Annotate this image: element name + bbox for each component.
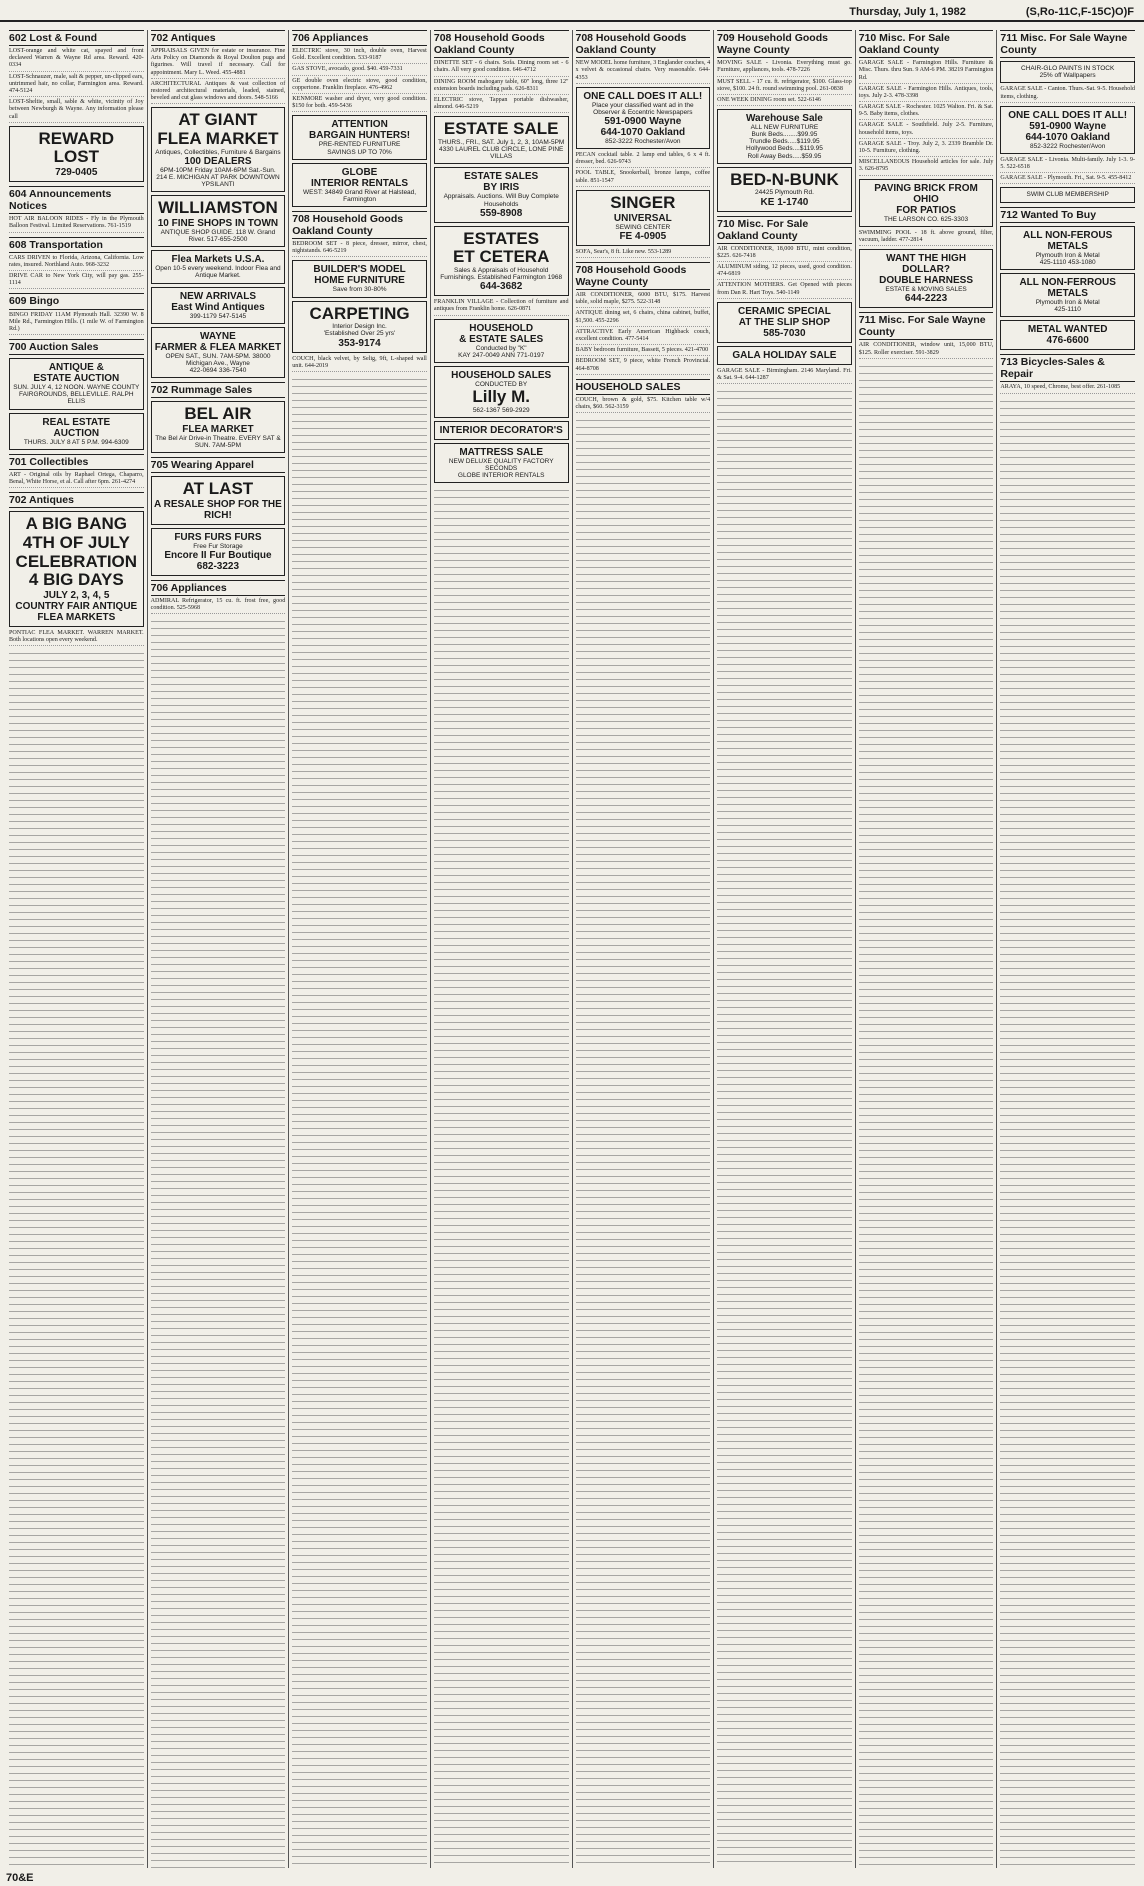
section-heading: 708 Household Goods Wayne County xyxy=(576,262,711,290)
ad-headline: GALA HOLIDAY SALE xyxy=(732,349,837,361)
ad-headline: REAL ESTATE xyxy=(42,416,111,428)
ad-headline: METALS xyxy=(1047,287,1088,299)
ad-headline: PAVING BRICK FROM OHIO xyxy=(874,182,978,205)
classified-ad: GARAGE SALE - Livonia. Multi-family. July 1-3. 9-5. 522-6518 xyxy=(1000,157,1135,173)
display-ad-interior-decorator xyxy=(434,421,569,440)
display-ad-flea-markets-usa xyxy=(151,250,286,283)
ad-phone: 852-3222 Rochester/Avon xyxy=(1029,142,1106,150)
ad-subhead: SEWING CENTER xyxy=(615,223,671,231)
classified-ad: GAS STOVE, avocado, good. $40. 459-7331 xyxy=(292,66,427,75)
display-ad-wayne-market xyxy=(151,327,286,378)
ad-subhead: Conducted by "K" xyxy=(475,344,527,352)
ad-body: Place your classified want ad in the Observer & Eccentric Newspapers xyxy=(592,101,694,116)
display-ad-high-dollar xyxy=(859,249,994,308)
classified-ad: PONTIAC FLEA MARKET. WARREN MARKET. Both locations open every weekend. xyxy=(9,630,144,646)
ad-body: Appraisals. Auctions. Will Buy Complete Households xyxy=(443,193,559,208)
classified-ad: POOL TABLE, Snookerball, bronze lamps, coffee table. 851-1547 xyxy=(576,170,711,186)
ad-headline: WAYNE xyxy=(200,330,236,342)
section-transportation xyxy=(9,237,144,290)
classified-ad: FRANKLIN VILLAGE - Collection of furniture and antiques from Franklin home. 626-0871 xyxy=(434,299,569,315)
ad-body: The Bel Air Drive-in Theatre. EVERY SAT & SUN. 7AM-5PM xyxy=(155,434,281,450)
section-household-oakland xyxy=(576,30,711,258)
ad-body: 'Established Over 25 yrs' xyxy=(323,330,396,338)
ad-headline: A BIG BANG xyxy=(25,514,127,534)
column-7 xyxy=(856,30,998,1868)
classified-ad: DRIVE CAR to New York City, will pay gas. 255-1114 xyxy=(9,273,144,289)
display-ad-paving-brick xyxy=(859,179,994,227)
ad-address: 4330 LAUREL CLUB CIRCLE, LONE PINE VILLAS xyxy=(438,146,564,161)
section-household-sales xyxy=(576,379,711,413)
ad-headline: 4 BIG DAYS xyxy=(28,570,124,590)
ad-subhead: 100 DEALERS xyxy=(184,155,252,167)
ad-headline: ESTATE SALE xyxy=(443,119,559,139)
section-heading: 705 Wearing Apparel xyxy=(151,457,286,473)
ad-headline: WANT THE HIGH DOLLAR? xyxy=(886,253,967,276)
display-ad-estate-sale xyxy=(434,116,569,164)
section-misc-wayne xyxy=(1000,30,1135,203)
ad-headline: HOME FURNITURE xyxy=(314,275,405,287)
ad-headline: HOUSEHOLD SALES xyxy=(451,369,552,381)
section-announcements xyxy=(9,186,144,233)
ad-headline: ATTENTION xyxy=(331,119,388,131)
display-ad-non-ferrous-2 xyxy=(1000,273,1135,317)
ad-headline: INTERIOR RENTALS xyxy=(311,177,409,189)
fine-print-filler xyxy=(9,650,144,1868)
ad-address: 24425 Plymouth Rd. xyxy=(754,189,814,197)
ad-headline: ESTATES xyxy=(463,228,540,248)
classified-ad: NEW MODEL home furniture, 3 Englander couches, 4 x velvet & occasional chairs. Very reasonable. 644-4353 xyxy=(576,60,711,84)
section-heading: HOUSEHOLD SALES xyxy=(576,379,711,395)
ad-body: OPEN SAT., SUN. 7AM-5PM. 38000 Michigan Ave., Wayne xyxy=(165,352,271,367)
classified-ad: ELECTRIC stove, 30 inch, double oven, Harvest Gold. Excellent condition. 533-9187 xyxy=(292,48,427,64)
section-heading: 702 Antiques xyxy=(151,30,286,46)
ad-headline: MATTRESS SALE xyxy=(459,446,544,458)
page-header xyxy=(0,0,1144,22)
ad-phone: 644-3682 xyxy=(480,281,523,293)
ad-headline: AT GIANT xyxy=(178,110,258,130)
header-section-code: (S,Ro-11C,F-15C)O)F xyxy=(1025,6,1134,18)
section-misc-oakland xyxy=(717,216,852,385)
display-ad-singer xyxy=(576,190,711,246)
classified-ad: ALUMINUM siding, 12 pieces, used, good condition. 474-6819 xyxy=(717,264,852,280)
section-heading: 713 Bicycles-Sales & Repair xyxy=(1000,354,1135,382)
ad-phone: 591-0900 Wayne xyxy=(604,115,682,127)
section-heading: 608 Transportation xyxy=(9,237,144,253)
display-ad-giant-flea-market xyxy=(151,107,286,192)
fine-print-filler xyxy=(1000,398,1135,1868)
ad-dates: JULY 2, 3, 4, 5 xyxy=(43,589,110,601)
section-heading: 711 Misc. For Sale Wayne County xyxy=(1000,30,1135,58)
ad-phone: 425-1110 xyxy=(1054,306,1081,314)
section-heading: 711 Misc. For Sale Wayne County xyxy=(859,312,994,340)
ad-phone: 422-0694 336-7540 xyxy=(189,366,247,374)
ad-phone: 852-3222 Rochester/Avon xyxy=(605,137,681,145)
ad-headline: BY IRIS xyxy=(483,182,520,194)
display-ad-gala-holiday xyxy=(717,346,852,365)
fine-print-filler xyxy=(717,388,852,1868)
classified-ad: GARAGE SALE - Birmingham. 2146 Maryland. Fri. & Sat. 9-4. 644-1287 xyxy=(717,368,852,384)
ad-headline: ALL NON-FERROUS xyxy=(1019,276,1116,288)
ad-phone: 585-7030 xyxy=(763,327,806,339)
classified-ad: DINING ROOM mahogany table, 60" long, three 12" extension boards including pads. 626-8311 xyxy=(434,79,569,95)
classified-ad: AIR CONDITIONER, window unit, 15,000 BTU, $125. Roller exerciser. 591-3829 xyxy=(859,342,994,358)
column-8 xyxy=(997,30,1138,1868)
classified-ad: BEDROOM SET, 9 piece, white French Provincial. 464-8708 xyxy=(576,358,711,374)
ad-headline: Flea Markets U.S.A. xyxy=(171,254,265,266)
ad-headline: ANTIQUE & xyxy=(48,362,104,374)
ad-address: WEST: 34849 Grand River at Halstead, Farmington xyxy=(303,188,417,203)
ad-dates: THURS., FRI., SAT. July 1, 2, 3, 10AM-5PM xyxy=(438,138,565,146)
ad-headline: BARGAIN HUNTERS! xyxy=(309,130,411,142)
section-heading: 708 Household Goods Oakland County xyxy=(434,30,569,58)
section-bicycles xyxy=(1000,354,1135,393)
display-ad-real-estate-auction xyxy=(9,413,144,450)
ad-subhead: DOUBLE HARNESS xyxy=(879,275,974,287)
display-ad-estates-etcetera xyxy=(434,226,569,297)
ad-headline: ONE CALL DOES IT ALL! xyxy=(583,90,703,102)
display-ad-household-k xyxy=(434,319,569,363)
ad-headline: ALL NON-FEROUS xyxy=(1023,229,1113,241)
classified-ad: ATTRACTIVE Early American Highback couch, excellent condition. 477-5414 xyxy=(576,329,711,345)
ad-phone: 644-1070 Oakland xyxy=(600,126,686,138)
section-household-wayne xyxy=(717,30,852,212)
classified-ad: DINETTE SET - 6 chairs. Sofa. Dining room set - 6 chairs. All very good condition. 646-4712 xyxy=(434,60,569,76)
classified-ad: APPRAISALS GIVEN for estate or insurance. Fine Arts Policy on Diamonds & Royal Doulton pugs and figurines. Will travel if necessary. Call for appointment. Mary L. Weed. 455-4881 xyxy=(151,48,286,79)
section-heading: 710 Misc. For Sale Oakland County xyxy=(717,216,852,244)
classified-ad: MUST SELL - 17 cu. ft. refrigerator, $100. Glass-top stove, $100. 24 ft. round swimming pool. 261-0838 xyxy=(717,79,852,95)
classified-ad: COUCH, black velvet, by Selig, 9ft, L-shaped wall unit. 644-2019 xyxy=(292,356,427,372)
section-heading: 604 Announcements Notices xyxy=(9,186,144,214)
section-heading: 700 Auction Sales xyxy=(9,339,144,355)
ad-headline: ONE CALL DOES IT ALL! xyxy=(1008,109,1128,121)
ad-headline: BED-N-BUNK xyxy=(730,169,839,189)
fine-print-filler xyxy=(434,487,569,1868)
ad-headline: CHAIR-GLO PAINTS IN STOCK xyxy=(1021,65,1115,73)
ad-phone: 425-1110 453-1080 xyxy=(1039,258,1096,266)
ad-subhead: Encore II Fur Boutique xyxy=(164,550,272,562)
classified-ad: AIR CONDITIONER, 6000 BTU, $175. Harvest table, solid maple, $275. 522-3148 xyxy=(576,292,711,308)
ad-headline: FARMER & FLEA MARKET xyxy=(154,341,282,353)
ad-headline: 4TH OF JULY xyxy=(22,532,130,552)
section-appliances xyxy=(151,580,286,614)
header-date: Thursday, July 1, 1982 xyxy=(849,6,966,18)
ad-headline: AUCTION xyxy=(53,427,100,439)
ad-subhead: FLEA MARKET xyxy=(182,423,254,435)
section-heading: 708 Household Goods Oakland County xyxy=(576,30,711,58)
ad-phone: 562-1367 569-2929 xyxy=(472,406,530,414)
section-bingo xyxy=(9,293,144,335)
ad-headline: HOUSEHOLD xyxy=(469,322,534,334)
section-heading: 706 Appliances xyxy=(151,580,286,596)
ad-headline: CELEBRATION xyxy=(15,551,138,571)
ad-headline: SWIM CLUB MEMBERSHIP xyxy=(1026,191,1109,199)
classified-ad: GARAGE SALE - Canton. Thurs.-Sat. 9-5. Household items, clothing. xyxy=(1000,86,1135,102)
ad-phone: 729-0405 xyxy=(55,167,98,179)
section-heading: 709 Household Goods Wayne County xyxy=(717,30,852,58)
display-ad-reward xyxy=(9,126,144,182)
ad-headline: LOST xyxy=(53,147,99,167)
display-ad-estate-sales-iris xyxy=(434,167,569,222)
classified-ad: GE double oven electric stove, good condition, coppertone. Franklin fireplace. 476-4962 xyxy=(292,78,427,94)
section-wanted-to-buy xyxy=(1000,207,1135,351)
display-ad-bargain-hunters xyxy=(292,115,427,159)
ad-headline: CERAMIC SPECIAL xyxy=(738,305,831,317)
ad-hours: 6PM-10PM Friday 10AM-6PM Sat.-Sun. xyxy=(160,166,276,174)
ad-price-line: Roll Away Beds.....$59.95 xyxy=(747,152,822,160)
classified-ad: GARAGE SALE - Plymouth. Fri., Sat. 9-5. 455-8412 xyxy=(1000,175,1135,184)
column-2 xyxy=(148,30,290,1868)
ad-price-line: Trundle Beds.....$119.95 xyxy=(749,138,820,146)
section-household-wayne xyxy=(576,262,711,375)
ad-headline: METAL WANTED xyxy=(1027,324,1108,336)
display-ad-at-last xyxy=(151,476,286,525)
section-heading: 609 Bingo xyxy=(9,293,144,309)
ad-phone: 476-6600 xyxy=(1046,335,1089,347)
ad-headline: BEL AIR xyxy=(184,404,252,424)
classified-ad: BEDROOM SET - 8 piece, dresser, mirror, chest, nightstands. 646-5219 xyxy=(292,241,427,257)
ad-headline: ET CETERA xyxy=(453,247,550,267)
ad-headline: Lilly M. xyxy=(472,387,530,407)
classified-ad: MISCELLANEOUS Household articles for sale. July 3. 626-8795 xyxy=(859,159,994,175)
section-household-oakland xyxy=(434,30,569,483)
ad-phone: 682-3223 xyxy=(196,561,240,573)
ad-phone: FE 4-0905 xyxy=(619,230,667,242)
display-ad-one-call xyxy=(1000,106,1135,154)
ad-price-line: Bunk Beds........$99.95 xyxy=(751,131,818,139)
ad-phone: 644-2223 xyxy=(904,293,948,305)
section-rummage-sales xyxy=(151,382,286,453)
section-appliances xyxy=(292,30,427,207)
classified-ad: SOFA, Sear's, 8 ft. Like new. 553-1289 xyxy=(576,249,711,258)
classified-ad: ARCHITECTURAL Antiques & vast collection of restored architectural materials, leaded, stained, beveled and cut glass windows and doors. 548-5166 xyxy=(151,81,286,105)
classified-ad: AIR CONDITIONER, 18,000 BTU, mint condition, $225. 626-7418 xyxy=(717,246,852,262)
page-footer-code: 70&E xyxy=(6,1872,34,1884)
ad-phone: KAY 247-0049 ANN 771-0197 xyxy=(458,351,545,359)
classified-ad: ATTENTION MOTHERS. Get Opened with pieces from Dan R. Hart Toys. 540-1149 xyxy=(717,282,852,298)
classified-ad: ONE WEEK DINING room set. 522-6146 xyxy=(717,97,852,106)
ad-phone: THE LARSON CO. 625-3303 xyxy=(883,215,969,223)
display-ad-carpeting xyxy=(292,301,427,353)
ad-headline: SINGER xyxy=(610,192,676,212)
section-heading: 710 Misc. For Sale Oakland County xyxy=(859,30,994,58)
classified-ad: HOT AIR BALOON RIDES - Fly in the Plymouth Balloon Festival. Limited Reservations. 761-1519 xyxy=(9,216,144,232)
ad-headline: INTERIOR DECORATOR'S xyxy=(439,424,563,436)
ad-subhead: Interior Design Inc. xyxy=(332,323,387,331)
classified-ad: GARAGE SALE - Rochester. 1025 Walton. Fri. & Sat. 9-5. Baby items, clothes. xyxy=(859,104,994,120)
ad-body: 25% off Wallpapers xyxy=(1039,72,1096,80)
ad-body: Open 10-5 every weekend. Indoor Flea and Antique Market. xyxy=(155,265,281,280)
display-ad-bed-n-bunk xyxy=(717,167,852,212)
ad-phone: 559-8908 xyxy=(480,207,523,219)
classified-ad: BABY bedroom furniture, Bassett, 5 pieces. 421-4700 xyxy=(576,347,711,356)
classified-ad: CARS DRIVEN to Florida, Arizona, California. Low rates, insured. Northland Auto. 968-3232 xyxy=(9,255,144,271)
ad-phone: 644-1070 Oakland xyxy=(1025,131,1110,143)
section-misc-wayne xyxy=(859,312,994,359)
ad-body: THURS. JULY 8 AT 5 P.M. 994-6309 xyxy=(23,438,129,446)
ad-subhead: CONDUCTED BY xyxy=(475,380,528,388)
display-ad-one-call xyxy=(576,87,711,149)
display-ad-williamston xyxy=(151,195,286,247)
ad-subhead: PRE-RENTED FURNITURE xyxy=(318,141,401,149)
display-ad-warehouse-sale xyxy=(717,109,852,164)
ad-headline: BUILDER'S MODEL xyxy=(313,264,406,276)
fine-print-filler xyxy=(151,618,286,1868)
classified-ad: GARAGE SALE - Farmington Hills. Antiques, tools, toys. July 2-3. 478-3398 xyxy=(859,86,994,102)
classified-ad: BINGO FRIDAY 11AM Plymouth Hall. 32390 W. 8 Mile Rd., Farmington Hills. (1 mile W. of Farmington Rd.) xyxy=(9,312,144,336)
ad-headline: WILLIAMSTON xyxy=(158,198,278,218)
fine-print-filler xyxy=(576,417,711,1868)
ad-headline: NEW ARRIVALS xyxy=(179,290,256,302)
classified-ad: LOST-Schnauzer, male, salt & pepper, un-clipped ears, untrimmed hair, no collar, Farmington area. Reward. 474-5124 xyxy=(9,74,144,98)
section-antiques xyxy=(9,492,144,646)
ad-body: ESTATE & MOVING SALES xyxy=(885,286,967,294)
classified-columns xyxy=(0,30,1144,1868)
ad-headline: REWARD xyxy=(38,128,115,148)
ad-headline: ESTATE SALES xyxy=(464,171,539,183)
display-ad-ceramic-special xyxy=(717,302,852,343)
ad-headline: & ESTATE SALES xyxy=(459,333,544,345)
ad-headline: CARPETING xyxy=(309,303,410,323)
display-ad-non-ferrous-1 xyxy=(1000,226,1135,270)
classified-ad: LOST-orange and white cat, spayed and front declawed Warren & Wayne Rd area. Reward. 420-0334 xyxy=(9,48,144,72)
ad-phone: 353-9174 xyxy=(338,337,381,349)
display-ad-estate-auction xyxy=(9,358,144,409)
ad-subhead: A RESALE SHOP FOR THE RICH! xyxy=(154,498,282,521)
classified-ad: PECAN cocktail table. 2 lamp end tables, 6 x 4 ft. dresser, bed. 626-9743 xyxy=(576,152,711,168)
display-ad-metal-wanted xyxy=(1000,320,1135,350)
section-heading: 602 Lost & Found xyxy=(9,30,144,46)
classified-ad: GARAGE SALE - Farmington Hills. Furniture & Misc. Thurs. thru Sun. 9 AM-6 PM. 38219 Farmington Rd. xyxy=(859,60,994,84)
section-heading: 712 Wanted To Buy xyxy=(1000,207,1135,223)
ad-headline: Warehouse Sale xyxy=(745,113,823,125)
column-6 xyxy=(714,30,856,1868)
display-ad-bel-air xyxy=(151,401,286,453)
display-ad-big-bang xyxy=(9,511,144,627)
display-ad-new-arrivals xyxy=(151,287,286,324)
section-household-oakland xyxy=(292,211,427,372)
display-ad-furs xyxy=(151,528,286,576)
ad-body: GLOBE INTERIOR RENTALS xyxy=(457,472,545,480)
ad-headline: FURS FURS FURS xyxy=(174,531,262,543)
section-lost-found xyxy=(9,30,144,182)
fine-print-filler xyxy=(859,363,994,1868)
classified-ad: LOST-Sheltie, small, sable & white, vicinity of Joy between Newburgh & Wayne. Any information please call xyxy=(9,99,144,123)
ad-phone: KE 1-1740 xyxy=(760,196,809,208)
ad-body: SUN. JULY 4, 12 NOON. WAYNE COUNTY FAIRGROUNDS, BELLEVILLE. RALPH ELLIS xyxy=(13,384,140,406)
ad-subhead: Plymouth Iron & Metal xyxy=(1035,298,1100,306)
ad-headline: GLOBE xyxy=(341,166,378,178)
ad-body: Sales & Appraisals of Household Furnishings. Established Farmington 1968 xyxy=(440,267,563,282)
ad-phone: 399-1179 547-5145 xyxy=(189,312,247,320)
ad-headline: ESTATE AUCTION xyxy=(33,373,120,385)
ad-subhead: East Wind Antiques xyxy=(171,301,265,313)
column-4 xyxy=(431,30,573,1868)
ad-body: Free Fur Storage xyxy=(193,542,243,550)
column-5 xyxy=(573,30,715,1868)
section-heading: 701 Collectibles xyxy=(9,454,144,470)
classified-ad: SWIMMING POOL - 18 ft. above ground, filter, vacuum, ladder. 477-2814 xyxy=(859,230,994,246)
section-antiques xyxy=(151,30,286,378)
ad-subhead: COUNTRY FAIR ANTIQUE FLEA MARKETS xyxy=(15,600,138,623)
classified-ad: ART - Original oils by Raphael Ortega, Chaparro, Benal, White Horse, et al. Call after 6pm. 261-4274 xyxy=(9,472,144,488)
classified-ad: GARAGE SALE - Southfield. July 2-5. Furniture, household items, toys. xyxy=(859,122,994,138)
classified-ad: ARAYA, 10 speed, Chrome, best offer. 261-1085 xyxy=(1000,384,1135,393)
ad-subhead: 10 FINE SHOPS IN TOWN xyxy=(157,218,279,229)
section-misc-oakland xyxy=(859,30,994,308)
section-heading: 702 Rummage Sales xyxy=(151,382,286,398)
ad-body: ANTIQUE SHOP GUIDE. 118 W. Grand River. 517-655-2500 xyxy=(160,229,276,244)
classified-ad: ADMIRAL Refrigerator, 15 cu. ft. frost free, good condition. 525-5968 xyxy=(151,598,286,614)
ad-body: Save from 30-80% xyxy=(332,286,387,294)
section-wearing-apparel xyxy=(151,457,286,576)
column-3 xyxy=(289,30,431,1868)
classified-ad: ELECTRIC stove, Tappan portable dishwasher, almond. 646-5219 xyxy=(434,97,569,113)
section-collectibles xyxy=(9,454,144,488)
section-auction-sales xyxy=(9,339,144,450)
ad-headline: UNIVERSAL xyxy=(613,212,672,224)
ad-price-line: Hollywood Beds....$119.95 xyxy=(746,145,823,153)
display-ad-lilly-m xyxy=(434,366,569,418)
section-heading: 702 Antiques xyxy=(9,492,144,508)
section-heading: 708 Household Goods Oakland County xyxy=(292,211,427,239)
ad-headline: FOR PATIOS xyxy=(896,204,956,216)
section-heading: 706 Appliances xyxy=(292,30,427,46)
ad-body: SAVINGS UP TO 70% xyxy=(327,148,392,156)
display-ad-swim-club xyxy=(1000,187,1135,202)
ad-subhead: AT THE SLIP SHOP xyxy=(738,316,831,328)
ad-headline: METALS xyxy=(1047,240,1088,252)
classified-ad: MOVING SALE - Livonia. Everything must go. Furniture, appliances, tools. 478-7226 xyxy=(717,60,852,76)
classified-ad: GARAGE SALE - Troy. July 2, 3. 2339 Bramble Dr. 10-5. Furniture, clothing. xyxy=(859,141,994,157)
ad-headline: FLEA MARKET xyxy=(157,129,279,149)
ad-phone: 591-0900 Wayne xyxy=(1029,120,1107,132)
ad-address: 214 E. MICHIGAN AT PARK DOWNTOWN YPSILANTI xyxy=(156,174,280,189)
column-1 xyxy=(6,30,148,1868)
classified-ad: COUCH, brown & gold, $75. Kitchen table w/4 chairs, $60. 562-3159 xyxy=(576,397,711,413)
classified-ad: ANTIQUE dining set, 6 chairs, china cabinet, buffet, $1,500. 455-2296 xyxy=(576,310,711,326)
fine-print-filler xyxy=(292,376,427,1868)
ad-subhead: NEW DELUXE QUALITY FACTORY SECONDS xyxy=(448,457,554,473)
display-ad-mattress-sale xyxy=(434,443,569,483)
classified-ad: KENMORE washer and dryer, very good condition. $150 for both. 459-5436 xyxy=(292,96,427,112)
ad-subhead: ALL NEW FURNITURE xyxy=(750,124,819,132)
display-ad-chair-glo xyxy=(1000,61,1135,83)
ad-headline: AT LAST xyxy=(182,479,254,499)
display-ad-builders-model xyxy=(292,260,427,297)
ad-subhead: Plymouth Iron & Metal xyxy=(1035,251,1100,259)
display-ad-globe-rentals xyxy=(292,163,427,207)
ad-body: Antiques, Collectibles, Furniture & Bargains xyxy=(155,148,281,156)
